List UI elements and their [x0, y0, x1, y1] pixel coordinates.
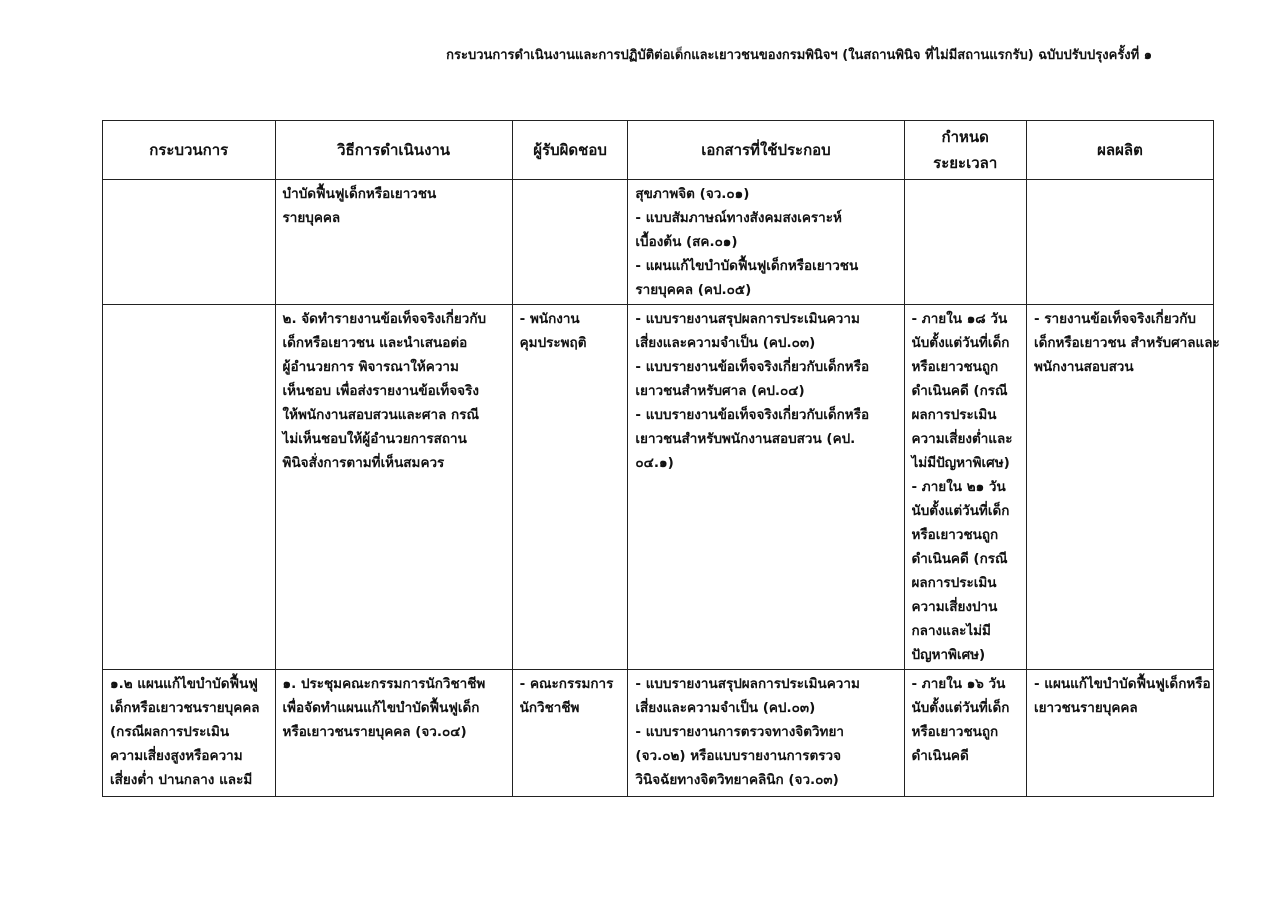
- cell-owner: [512, 180, 628, 305]
- cell-process: [103, 180, 276, 305]
- cell-line: เห็นชอบ เพื่อส่งรายงานข้อเท็จจริง: [282, 383, 479, 399]
- cell-time: [904, 305, 1026, 670]
- cell-line: - พนักงาน: [519, 311, 580, 327]
- cell-line: ความเสี่ยงปาน: [911, 599, 998, 615]
- cell-output: [1026, 180, 1213, 305]
- cell-line: - แบบรายงานข้อเท็จจริงเกี่ยวกับเด็กหรือ: [635, 407, 870, 423]
- cell-line: - แบบรายงานการตรวจทางจิตวิทยา: [635, 724, 844, 740]
- cell-line: ดำเนินคดี (กรณี: [911, 551, 1008, 567]
- cell-time: [904, 670, 1026, 797]
- cell-docs: [628, 180, 904, 305]
- cell-output: [1026, 670, 1213, 797]
- cell-line: เพื่อจัดทำแผนแก้ไขบำบัดฟื้นฟูเด็ก: [282, 700, 480, 716]
- cell-line: ไม่มีปัญหาพิเศษ): [911, 455, 1010, 471]
- cell-line: เยาวชนรายบุคคล: [1033, 700, 1138, 716]
- cell-line: - แบบรายงานสรุปผลการประเมินความ: [635, 311, 860, 327]
- cell-line: ให้พนักงานสอบสวนและศาล กรณี: [282, 407, 480, 423]
- cell-line: เบื้องต้น (สค.๐๑): [635, 234, 738, 250]
- header-owner: ผู้รับผิดชอบ: [512, 121, 628, 180]
- cell-line: หรือเยาวชนถูก: [911, 527, 999, 543]
- cell-line: - รายงานข้อเท็จจริงเกี่ยวกับ: [1033, 311, 1196, 327]
- cell-line: - ภายใน ๒๑ วัน: [911, 479, 1006, 495]
- cell-line: (จว.๐๒) หรือแบบรายงานการตรวจ: [635, 748, 841, 764]
- cell-line: ๒. จัดทำรายงานข้อเท็จจริงเกี่ยวกับ: [282, 311, 487, 327]
- cell-owner: [512, 670, 628, 797]
- header-method: วิธีการดำเนินงาน: [275, 121, 512, 180]
- cell-line: เยาวชนสำหรับพนักงานสอบสวน (คป.: [635, 431, 856, 447]
- cell-docs: [628, 670, 904, 797]
- cell-owner: [512, 305, 628, 670]
- document-header: กระบวนการดำเนินงานและการปฏิบัติต่อเด็กและเยาวชนของกรมพินิจฯ (ในสถานพินิจ ที่ไม่มีสถานแรกรับ) ฉบับปรับปรุงครั้งที่ ๑: [446, 48, 1152, 63]
- cell-docs: [628, 305, 904, 670]
- cell-line: - แบบรายงานสรุปผลการประเมินความ: [635, 676, 860, 692]
- header-docs: เอกสารที่ใช้ประกอบ: [628, 121, 904, 180]
- cell-method: [275, 180, 512, 305]
- table-row: [103, 180, 1214, 305]
- cell-line: กลางและไม่มี: [911, 623, 991, 639]
- cell-line: ปัญหาพิเศษ): [911, 647, 986, 663]
- cell-method: [275, 670, 512, 797]
- cell-line: เด็กหรือเยาวชน สำหรับศาลและ: [1033, 335, 1220, 351]
- cell-line: พินิจสั่งการตามที่เห็นสมควร: [282, 455, 445, 471]
- cell-line: พนักงานสอบสวน: [1033, 359, 1134, 375]
- header-process: กระบวนการ: [103, 121, 276, 180]
- cell-line: ผู้อำนวยการ พิจารณาให้ความ: [282, 359, 459, 375]
- header-row: [103, 121, 1214, 180]
- cell-output: [1026, 305, 1220, 670]
- cell-method: [275, 305, 512, 670]
- cell-line: - แบบรายงานข้อเท็จจริงเกี่ยวกับเด็กหรือ: [635, 359, 870, 375]
- table-header: [103, 121, 1214, 180]
- cell-line: (กรณีผลการประเมิน: [110, 724, 230, 740]
- cell-line: - แผนแก้ไขบำบัดฟื้นฟูเด็กหรือ: [1033, 676, 1211, 692]
- cell-line: หรือเยาวชนถูก: [911, 724, 999, 740]
- cell-line: เด็กหรือเยาวชนรายบุคคล: [110, 700, 260, 716]
- cell-line: ๑. ประชุมคณะกรรมการนักวิชาชีพ: [282, 676, 486, 692]
- header-time: [904, 121, 1026, 180]
- table-body: [103, 180, 1220, 797]
- cell-process: [103, 670, 276, 797]
- cell-process: [103, 305, 276, 670]
- header-time-line2: ระยะเวลา: [933, 154, 998, 172]
- cell-line: ผลการประเมิน: [911, 575, 997, 591]
- cell-line: ความเสี่ยงสูงหรือความ: [110, 748, 243, 764]
- cell-line: - แผนแก้ไขบำบัดฟื้นฟูเด็กหรือเยาวชน: [635, 258, 859, 274]
- cell-line: ดำเนินคดี (กรณี: [911, 383, 1008, 399]
- table-row: [103, 670, 1214, 797]
- table-row: [103, 305, 1214, 670]
- cell-line: นักวิชาชีพ: [519, 700, 580, 716]
- cell-line: - ภายใน ๑๘ วัน: [911, 311, 1008, 327]
- cell-line: เสี่ยงต่ำ ปานกลาง และมี: [110, 772, 253, 788]
- process-table: [102, 120, 1220, 797]
- cell-line: ดำเนินคดี: [911, 748, 969, 764]
- cell-line: หรือเยาวชนรายบุคคล (จว.๐๔): [282, 724, 467, 740]
- cell-time: [904, 180, 1026, 305]
- header-output: ผลผลิต: [1026, 121, 1213, 180]
- cell-line: คุมประพฤติ: [519, 335, 587, 351]
- cell-line: - ภายใน ๑๖ วัน: [911, 676, 1006, 692]
- cell-line: สุขภาพจิต (จว.๐๑): [635, 186, 750, 202]
- cell-line: วินิจฉัยทางจิตวิทยาคลินิก (จว.๐๓): [635, 772, 839, 788]
- cell-line: ๐๔.๑): [635, 455, 674, 471]
- cell-line: ไม่เห็นชอบให้ผู้อำนวยการสถาน: [282, 431, 467, 447]
- cell-line: รายบุคคล: [282, 210, 341, 226]
- cell-line: เด็กหรือเยาวชน และนำเสนอต่อ: [282, 335, 468, 351]
- cell-line: - คณะกรรมการ: [519, 676, 614, 692]
- cell-line: รายบุคคล (คป.๐๕): [635, 282, 752, 298]
- cell-line: บำบัดฟื้นฟูเด็กหรือเยาวชน: [282, 186, 437, 202]
- cell-line: - แบบสัมภาษณ์ทางสังคมสงเคราะห์: [635, 210, 842, 226]
- cell-line: นับตั้งแต่วันที่เด็ก: [911, 700, 1010, 716]
- cell-line: หรือเยาวชนถูก: [911, 359, 999, 375]
- cell-line: นับตั้งแต่วันที่เด็ก: [911, 335, 1010, 351]
- cell-line: เสี่ยงและความจำเป็น (คป.๐๓): [635, 335, 816, 351]
- header-time-line1: กำหนด: [941, 128, 989, 146]
- cell-line: นับตั้งแต่วันที่เด็ก: [911, 503, 1010, 519]
- cell-line: ผลการประเมิน: [911, 407, 997, 423]
- cell-line: ๑.๒ แผนแก้ไขบำบัดฟื้นฟู: [110, 676, 258, 692]
- cell-line: ความเสี่ยงต่ำและ: [911, 431, 1013, 447]
- cell-line: เยาวชนสำหรับศาล (คป.๐๔): [635, 383, 805, 399]
- cell-line: เสี่ยงและความจำเป็น (คป.๐๓): [635, 700, 816, 716]
